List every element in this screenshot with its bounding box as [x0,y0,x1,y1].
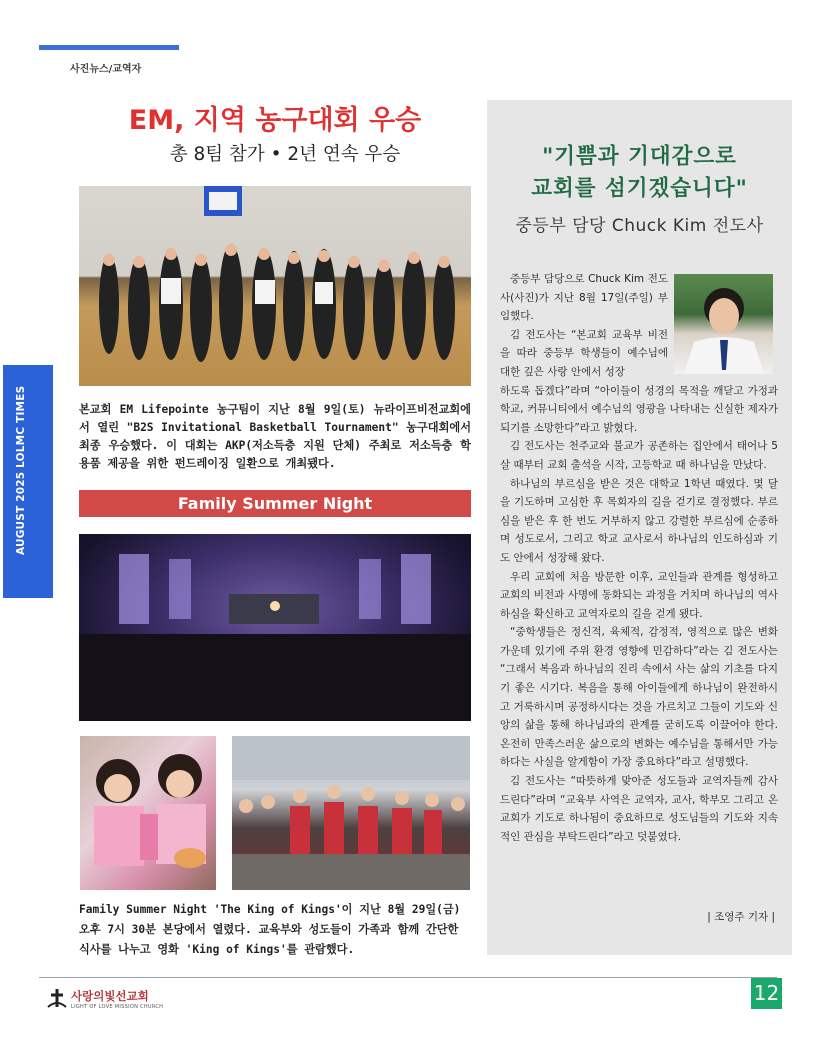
profile-subtitle: 중등부 담당 Chuck Kim 전도사 [515,216,764,236]
subhead: 총 8팀 참가 • 2년 연속 우승 [169,144,401,165]
quote-line-2: 교회를 섬기겠습니다" [531,176,748,201]
paragraph: 중등부 담당으로 Chuck Kim 전도사(사진)가 지난 8월 17일(주일) 부임했다. [500,273,668,323]
paragraph: 김 전도사는 “따뜻하게 맞아준 성도들과 교역자들께 감사드린다”라며 “교육부 사역은 교역자, 교사, 학부모 그리고 온 교회가 기도로 하나됨이 중요하므로 성도님들의 기도와 지속적인 관심을 부탁드린다”라고 덧붙였다. [500,775,778,843]
paragraph: 하나님의 부르심을 받은 것은 대학교 1학년 때였다. 몇 달을 기도하며 고심한 후 목회자의 길을 걷기로 결정했다. 부르심을 받은 후 한 번도 거부하지 않고 강렬한 부르심에 순종하며 성도로서, 그리고 학교 교사로서 하나님의 인도하심과 기도 안에서 성장해 왔다. [500,477,778,564]
auditorium-photo [79,534,471,721]
byline: | 조영주 기자 | [707,911,775,923]
children-eating-photo [80,736,216,890]
auditorium-image [79,534,471,721]
basketball-team-image [79,186,471,386]
publication-label: AUGUST 2025 LOLMC TIMES [15,385,27,555]
basketball-caption: 본교회 EM Lifepointe 농구팀이 지난 8월 9일(토) 뉴라이프비전교회에서 열린 "B2S Invitational Basketball Tournament" 농구대회에서 최종 우승했다. 이 대회는 AKP(저소득층 지원 단체) 주최로 저소득층 학용품 제공을 위한 펀드레이징 일환으로 개최됐다. [79,403,471,470]
church-logo-icon [46,987,68,1009]
side-tab [3,365,53,598]
quote-line-1: "기쁨과 기대감으로 [542,144,737,169]
page-number: 12 [751,978,782,1009]
children-image [80,736,216,890]
basketball-team-photo [79,186,471,386]
footer-divider [39,977,777,978]
paragraph: 우리 교회에 처음 방문한 이후, 교인들과 관계를 형성하고 교회의 비전과 사명에 동화되는 과정을 거치며 하나님의 역사하심을 확신하고 교역자로의 길을 걷게 됐다. [500,570,778,620]
paragraph: 김 전도사는 “본교회 교육부 비전을 따라 중등부 학생들이 예수님에 대한 깊은 사랑 안에서 성장 [500,328,668,378]
family-night-caption: Family Summer Night 'The King of Kings'이 지난 8월 29일(금) 오후 7시 30분 본당에서 열렸다. 교육부와 성도들이 가족과 함께 간단한 식사를 나누고 영화 'King of Kings'를 관람했다. [79,903,461,956]
family-night-banner: Family Summer Night [79,490,471,517]
top-accent-bar [39,45,179,50]
paragraph: 김 전도사는 천주교와 불교가 공존하는 집안에서 태어나 5살 때부터 교회 출석을 시작, 고등학교 때 하나님을 만났다. [500,440,778,471]
quote-title [487,141,792,205]
volunteers-image [232,736,470,890]
profile-article-body [500,270,778,846]
volunteers-photo [232,736,470,890]
headline: EM, 지역 농구대회 우승 [128,105,422,136]
paragraph: 하도록 돕겠다”라며 “아이들이 성경의 목적을 깨닫고 가정과 학교, 커뮤니티에서 예수님의 영광을 나타내는 신실한 제자가 되기를 소망한다”라고 밝혔다. [500,384,778,434]
section-label: 사진뉴스/교역자 [70,64,142,75]
church-name-english: LIGHT OF LOVE MISSION CHURCH [71,1004,164,1010]
paragraph: “중학생들은 정신적, 육체적, 감정적, 영적으로 많은 변화 가운데 있기에 주위 환경 영향에 민감하다”라는 김 전도사는 “그래서 복음과 하나님의 진리 속에서 사는 삶의 기초를 다지기 좋은 시기다. 복음을 통해 아이들에게 하나님이 완전하시고 거룩하시며 공정하시다는 것을 가르치고 그들이 기도와 신앙의 삶을 통해 하나님과의 관계를 굳히도록 이끌어야 한다. 온전히 만족스러운 삶으로의 변화는 예수님을 통해서만 가능하다는 사실을 알게함이 가장 중요하다”라고 설명했다. [500,626,778,769]
church-name: 사랑의빛선교회 [71,989,149,1003]
